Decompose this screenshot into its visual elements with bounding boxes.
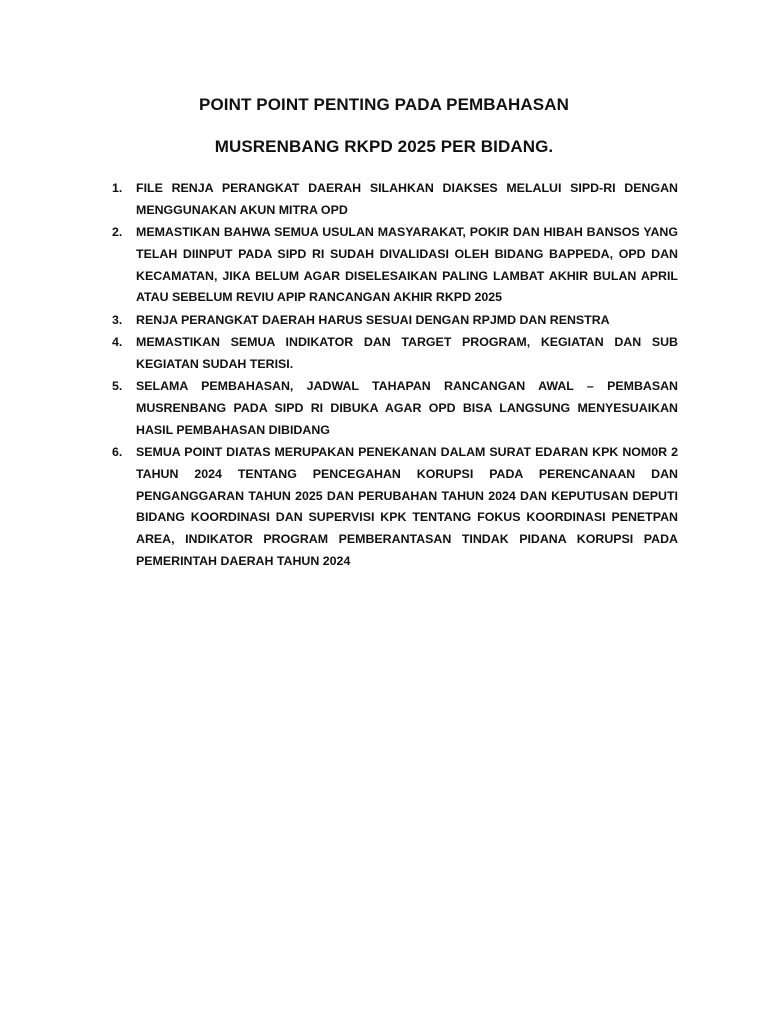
list-item: [106, 222, 678, 309]
item-text: RENJA PERANGKAT DAERAH HARUS SESUAI DENGAN RPJMD DAN RENSTRA: [136, 312, 610, 327]
item-text: MEMASTIKAN SEMUA INDIKATOR DAN TARGET PROGRAM, KEGIATAN DAN SUB KEGIATAN SUDAH TERISI.: [136, 335, 678, 371]
document-title-line-1: POINT POINT PENTING PADA PEMBAHASAN: [199, 95, 569, 114]
list-item: [106, 178, 678, 222]
item-text: SEMUA POINT DIATAS MERUPAKAN PENEKANAN DALAM SURAT EDARAN KPK NOM0R 2 TAHUN 2024 TENTANG PENCEGAHAN KORUPSI PADA PERENCANAAN DAN PENGANGGARAN TAHUN 2025 DAN PERUBAHAN TAHUN 2024 DAN KEPUTUSAN DEPUTI BIDANG KOORDINASI DAN SUPERVISI KPK TENTANG FOKUS KOORDINASI PENETPAN AREA, INDIKATOR PROGRAM PEMBERANTASAN TINDAK PIDANA KORUPSI PADA PEMERINTAH DAERAH TAHUN 2024: [136, 445, 678, 569]
item-text: SELAMA PEMBAHASAN, JADWAL TAHAPAN RANCANGAN AWAL – PEMBASAN MUSRENBANG PADA SIPD RI DIBUKA AGAR OPD BISA LANGSUNG MENYESUAIKAN HASIL PEMBAHASAN DIBIDANG: [136, 379, 678, 437]
item-number: 5.: [112, 379, 123, 394]
item-text: FILE RENJA PERANGKAT DAERAH SILAHKAN DIAKSES MELALUI SIPD-RI DENGAN MENGGUNAKAN AKUN MITRA OPD: [136, 181, 678, 217]
item-number: 6.: [112, 445, 123, 460]
point-list: [106, 178, 678, 573]
item-number: 1.: [112, 181, 123, 195]
item-number: 2.: [112, 225, 123, 240]
item-text: MEMASTIKAN BAHWA SEMUA USULAN MASYARAKAT, POKIR DAN HIBAH BANSOS YANG TELAH DIINPUT PADA SIPD RI SUDAH DIVALIDASI OLEH BIDANG BAPPEDA, OPD DAN KECAMATAN, JIKA BELUM AGAR DISELESAIKAN PALING LAMBAT AKHIR BULAN APRIL ATAU SEBELUM REVIU APIP RANCANGAN AKHIR RKPD 2025: [136, 225, 678, 305]
document-title-line-2: MUSRENBANG RKPD 2025 PER BIDANG.: [214, 137, 554, 156]
list-item: [106, 442, 678, 573]
item-number: 4.: [112, 335, 123, 350]
list-item: [106, 332, 678, 376]
item-number: 3.: [112, 312, 123, 327]
list-item: [106, 310, 678, 332]
list-item: [106, 376, 678, 441]
